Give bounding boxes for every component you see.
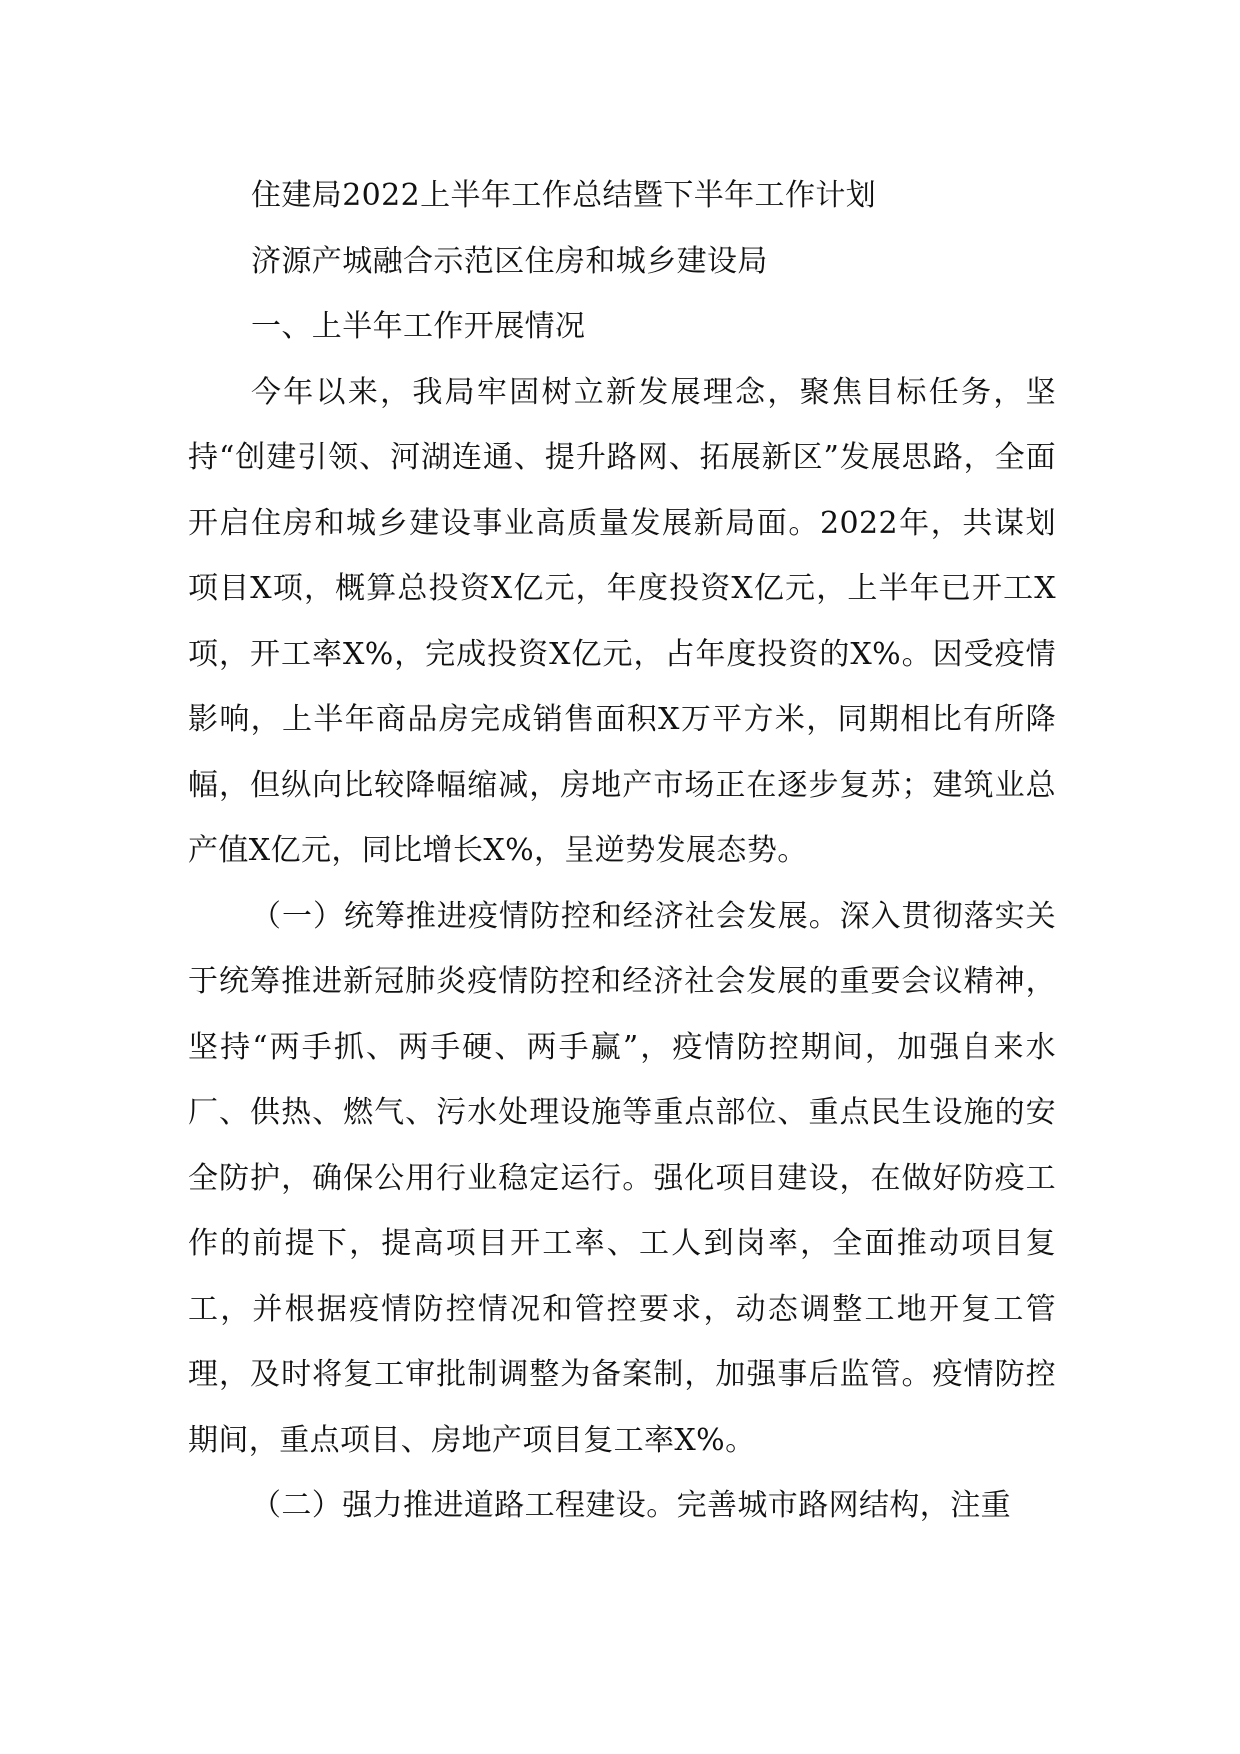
paragraph-overview: 今年以来，我局牢固树立新发展理念，聚焦目标任务，坚持“创建引领、河湖连通、提升路网、拓展新区”发展思路，全面开启住房和城乡建设事业高质量发展新局面。2022年，共谋划项目X项，概算总投资X亿元，年度投资X亿元，上半年已开工X项，开工率X%，完成投资X亿元，占年度投资的X%。因受疫情影响，上半年商品房完成销售面积X万平方米，同期相比有所降幅，但纵向比较降幅缩减，房地产市场正在逐步复苏；建筑业总产值X亿元，同比增长X%，呈逆势发展态势。	[188, 374, 1056, 868]
document-organization: 济源产城融合示范区住房和城乡建设局	[251, 243, 768, 279]
paragraph-road-construction: （二）强力推进道路工程建设。完善城市路网结构，注重	[251, 1488, 1011, 1523]
document-body	[188, 163, 1056, 1539]
section-heading: 一、上半年工作开展情况	[251, 309, 586, 344]
document-title: 住建局2022上半年工作总结暨下半年工作计划	[251, 178, 877, 213]
paragraph-epidemic-control: （一）统筹推进疫情防控和经济社会发展。深入贯彻落实关于统筹推进新冠肺炎疫情防控和经济社会发展的重要会议精神，坚持“两手抓、两手硬、两手赢”，疫情防控期间，加强自来水厂、供热、燃气、污水处理设施等重点部位、重点民生设施的安全防护，确保公用行业稳定运行。强化项目建设，在做好防疫工作的前提下，提高项目开工率、工人到岗率，全面推动项目复工，并根据疫情防控情况和管控要求，动态调整工地开复工管理，及时将复工审批制调整为备案制，加强事后监管。疫情防控期间，重点项目、房地产项目复工率X%。	[188, 898, 1056, 1458]
